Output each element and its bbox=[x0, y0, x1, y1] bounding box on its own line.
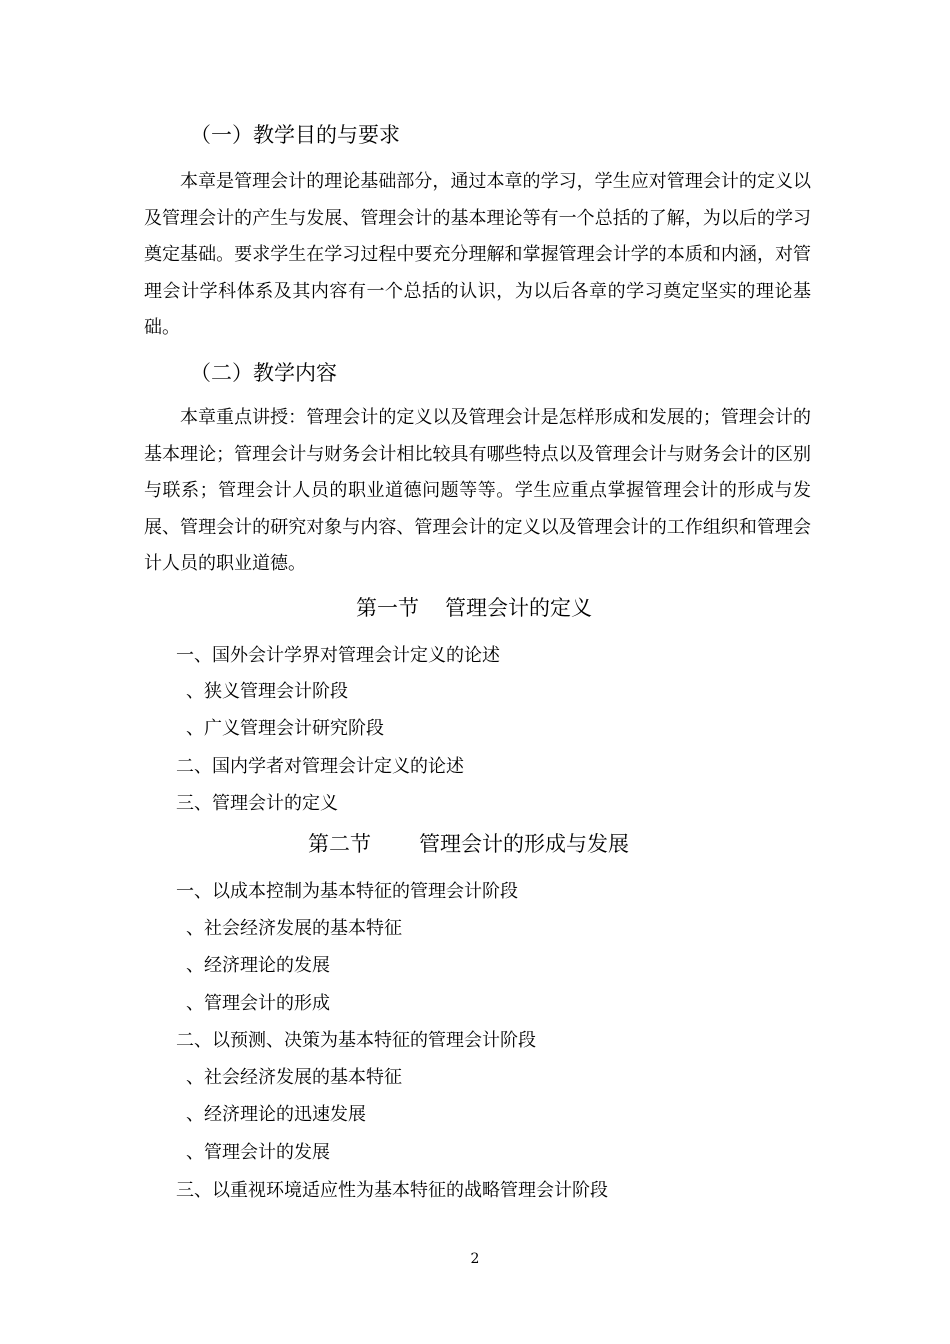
section1-item-5: 三、管理会计的定义 bbox=[176, 793, 338, 814]
section2-item-4: 、管理会计的形成 bbox=[186, 993, 330, 1014]
section2-title bbox=[308, 829, 629, 859]
section2-title-text: 管理会计的形成与发展 bbox=[419, 832, 629, 856]
section1-title bbox=[356, 593, 592, 623]
section2-item-8: 、管理会计的发展 bbox=[186, 1142, 330, 1163]
section1-item-2: 、狭义管理会计阶段 bbox=[186, 681, 348, 702]
section2-item-6: 、社会经济发展的基本特征 bbox=[186, 1067, 402, 1088]
section2-item-2: 、社会经济发展的基本特征 bbox=[186, 918, 402, 939]
objectives-paragraph: 本章是管理会计的理论基础部分，通过本章的学习，学生应对管理会计的定义以及管理会计的产生与发展、管理会计的基本理论等有一个总括的了解，为以后的学习奠定基础。要求学生在学习过程中要充分理解和掌握管理会计学的本质和内涵，对管理会计学科体系及其内容有一个总括的认识，为以后各章的学习奠定坚实的理论基础。 bbox=[144, 171, 811, 338]
section1-title-number: 第一节 bbox=[356, 596, 419, 620]
section2-item-3: 、经济理论的发展 bbox=[186, 955, 330, 976]
objectives-heading: （一）教学目的与要求 bbox=[190, 123, 400, 147]
section2-item-7: 、经济理论的迅速发展 bbox=[186, 1104, 366, 1125]
section2-item-5: 二、以预测、决策为基本特征的管理会计阶段 bbox=[176, 1030, 536, 1051]
content-paragraph: 本章重点讲授：管理会计的定义以及管理会计是怎样形成和发展的；管理会计的基本理论；管理会计与财务会计相比较具有哪些特点以及管理会计与财务会计的区别与联系；管理会计人员的职业道德问题等等。学生应重点掌握管理会计的形成与发展、管理会计的研究对象与内容、管理会计的定义以及管理会计的工作组织和管理会计人员的职业道德。 bbox=[144, 407, 811, 574]
content-heading: （二）教学内容 bbox=[190, 361, 337, 385]
page-number: 2 bbox=[470, 1251, 480, 1267]
section1-item-3: 、广义管理会计研究阶段 bbox=[186, 718, 384, 739]
section2-item-1: 一、以成本控制为基本特征的管理会计阶段 bbox=[176, 881, 518, 902]
section1-title-text: 管理会计的定义 bbox=[445, 596, 592, 620]
section1-item-1: 一、国外会计学界对管理会计定义的论述 bbox=[176, 645, 500, 666]
section1-item-4: 二、国内学者对管理会计定义的论述 bbox=[176, 756, 464, 777]
section2-title-number: 第二节 bbox=[308, 832, 371, 856]
section2-item-9: 三、以重视环境适应性为基本特征的战略管理会计阶段 bbox=[176, 1180, 608, 1201]
